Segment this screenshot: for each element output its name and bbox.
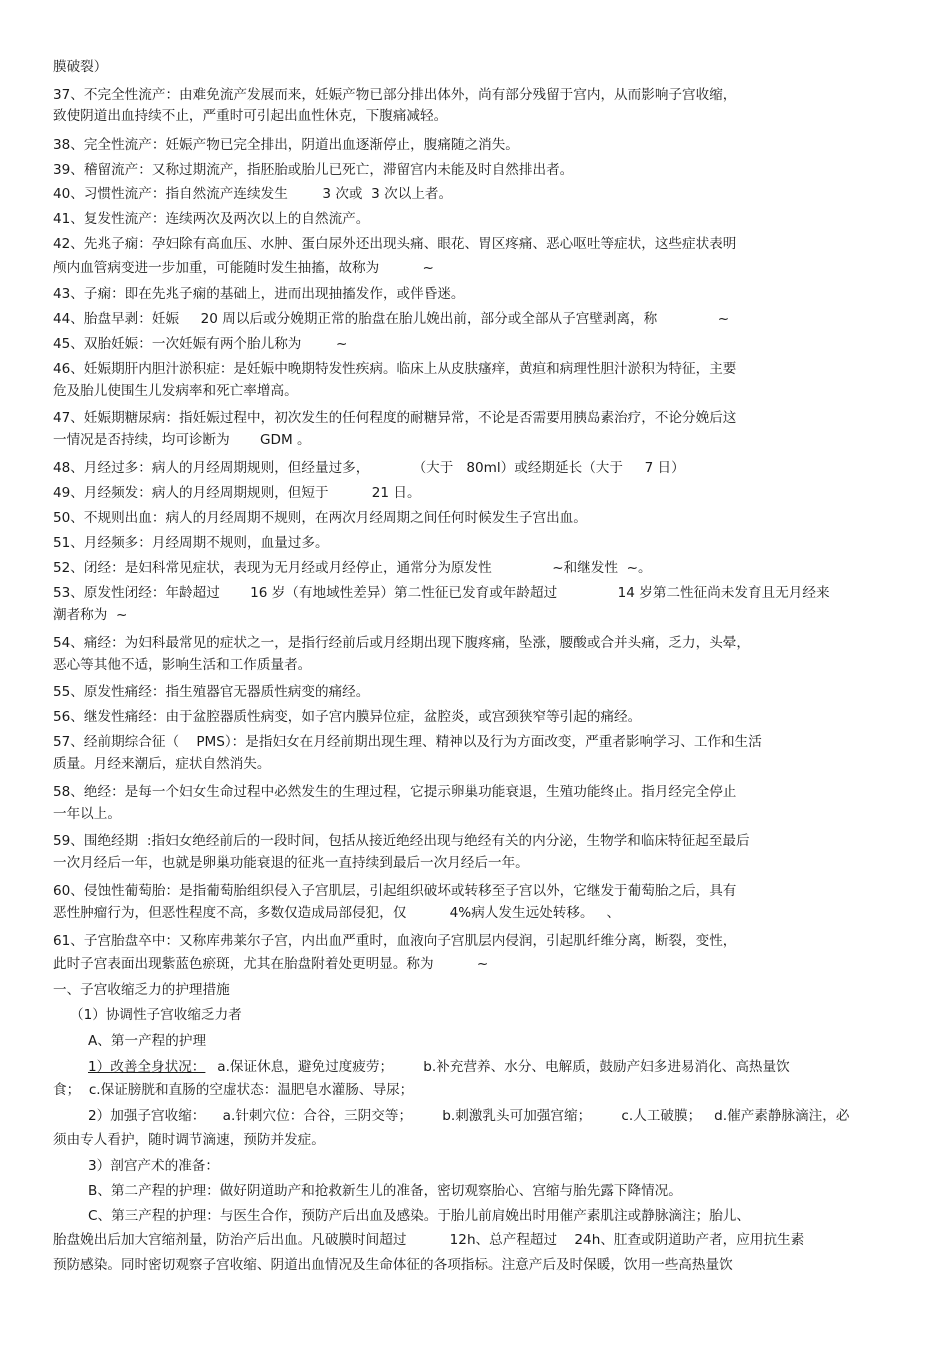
text-line: 61、子宫胎盘卒中：又称库弗莱尔子宫，内出血严重时，血液向子宫肌层内侵润，引起肌纤维分离，断裂，变性， [53, 933, 737, 949]
text-line: C、第三产程的护理：与医生合作，预防产后出血及感染。于胎儿前肩娩出时用催产素肌注或静脉滴注；胎儿、 [88, 1208, 750, 1224]
text-line: 食； c.保证膀胱和直肠的空虚状态：温肥皂水灌肠、导尿； [53, 1082, 414, 1098]
text-line: 50、不规则出血：病人的月经周期不规则，在两次月经周期之间任何时候发生子宫出血。 [53, 510, 587, 526]
text-line: 预防感染。同时密切观察子宫收缩、阴道出血情况及生命体征的各项指标。注意产后及时保暖，饮用一些高热量饮 [53, 1257, 733, 1273]
text-line: 膜破裂） [53, 59, 108, 75]
text-line: 52、闭经：是妇科常见症状，表现为无月经或月经停止，通常分为原发性 ~和继发性 ~。 [53, 560, 652, 576]
text-line: 47、妊娠期糖尿病：指妊娠过程中，初次发生的任何程度的耐糖异常，不论是否需要用胰岛素治疗，不论分娩后这 [53, 410, 737, 426]
text-line: 胎盘娩出后加大宫缩剂量，防治产后出血。凡破膜时间超过 12h、总产程超过 24h、肛查或阴道助产者，应用抗生素 [53, 1232, 805, 1248]
text-line: 3）剖宫产术的准备： [88, 1158, 219, 1174]
text-line: 46、妊娠期肝内胆汁淤积症：是妊娠中晚期特发性疾病。临床上从皮肤瘙痒，黄疸和病理性胆汁淤积为特征，主要 [53, 361, 737, 377]
text-line: 颅内血管病变进一步加重，可能随时发生抽搐，故称为 ~ [53, 260, 434, 276]
text-line: 须由专人看护，随时调节滴速，预防并发症。 [53, 1132, 325, 1148]
text-line: B、第二产程的护理：做好阴道助产和抢救新生儿的准备，密切观察胎心、宫缩与胎先露下降情况。 [88, 1183, 682, 1199]
text-line: 此时子宫表面出现紫蓝色瘀斑，尤其在胎盘附着处更明显。称为 ~ [53, 956, 489, 972]
text-line: 54、痛经：为妇科最常见的症状之一，是指行经前后或月经期出现下腹疼痛，坠涨，腰酸或合并头痛，乏力，头晕， [53, 635, 750, 651]
text-line: 60、侵蚀性葡萄胎：是指葡萄胎组织侵入子宫肌层，引起组织破坏或转移至子宫以外，它继发于葡萄胎之后，具有 [53, 883, 737, 899]
text-line: 致使阴道出血持续不止，严重时可引起出血性休克，下腹痛减轻。 [53, 108, 448, 124]
text-line: 51、月经频多：月经周期不规则，血量过多。 [53, 535, 329, 551]
text-line: 44、胎盘早剥：妊娠 20 周以后或分娩期正常的胎盘在胎儿娩出前，部分或全部从子宫壁剥离，称 ~ [53, 311, 730, 327]
stage-heading: A、第一产程的护理 [88, 1033, 207, 1049]
subsection-heading: （1）协调性子宫收缩乏力者 [70, 1007, 242, 1023]
text-line: 质量。月经来潮后，症状自然消失。 [53, 756, 271, 772]
text-line: 49、月经频发：病人的月经周期规则，但短于 21 日。 [53, 485, 421, 501]
text-line: 59、围绝经期 :指妇女绝经前后的一段时间，包括从接近绝经出现与绝经有关的内分泌，生物学和临床特征起至最后 [53, 833, 750, 849]
text-line: 一情况是否持续，均可诊断为 GDM 。 [53, 432, 311, 448]
text-line: 48、月经过多：病人的月经周期规则，但经量过多， （大于 80ml）或经期延长（大于 7 日） [53, 460, 685, 476]
text-line: 55、原发性痛经：指生殖器官无器质性病变的痛经。 [53, 684, 370, 700]
text-line: 一年以上。 [53, 806, 121, 822]
text-line: 45、双胎妊娠：一次妊娠有两个胎儿称为 ~ [53, 336, 348, 352]
text-line: 56、继发性痛经：由于盆腔器质性病变，如子宫内膜异位症，盆腔炎，或宫颈狭窄等引起的痛经。 [53, 709, 642, 725]
section-heading: 一、子宫收缩乏力的护理措施 [53, 982, 230, 998]
text-line: 40、习惯性流产：指自然流产连续发生 3 次或 3 次以上者。 [53, 186, 453, 202]
text-line: 43、子痫：即在先兆子痫的基础上，进而出现抽搐发作，或伴昏迷。 [53, 286, 465, 302]
text-line: 38、完全性流产：妊娠产物已完全排出，阴道出血逐渐停止，腹痛随之消失。 [53, 137, 519, 153]
text-line: 2）加强子宫收缩： a.针刺穴位：合谷，三阴交等； b.刺激乳头可加强宫缩； c.人工破膜； d.催产素静脉滴注，必 [88, 1108, 850, 1124]
text-line: 53、原发性闭经：年龄超过 16 岁（有地域性差异）第二性征已发育或年龄超过 14 岁第二性征尚未发育且无月经来 [53, 585, 830, 601]
text-line: 一次月经后一年，也就是卵巢功能衰退的征兆一直持续到最后一次月经后一年。 [53, 855, 529, 871]
text-line: 恶性肿瘤行为，但恶性程度不高，多数仅造成局部侵犯，仅 4%病人发生远处转移。 、 [53, 905, 621, 921]
text-line: 37、不完全性流产：由难免流产发展而来，妊娠产物已部分排出体外，尚有部分残留于宫内，从而影响子宫收缩， [53, 87, 737, 103]
text-line: 危及胎儿使围生儿发病率和死亡率增高。 [53, 383, 298, 399]
text-line: 39、稽留流产：又称过期流产，指胚胎或胎儿已死亡，滞留宫内未能及时自然排出者。 [53, 162, 574, 178]
text-line: 41、复发性流产：连续两次及两次以上的自然流产。 [53, 211, 370, 227]
text-line: 42、先兆子痫：孕妇除有高血压、水肿、蛋白尿外还出现头痛、眼花、胃区疼痛、恶心呕吐等症状，这些症状表明 [53, 236, 737, 252]
text-line: 57、经前期综合征（ PMS）：是指妇女在月经前期出现生理、精神以及行为方面改变，严重者影响学习、工作和生活 [53, 734, 762, 750]
text-line: a.保证休息，避免过度疲劳； b.补充营养、水分、电解质，鼓励产妇多进易消化、高热量饮 [200, 1059, 790, 1075]
text-line: 恶心等其他不适，影响生活和工作质量者。 [53, 657, 312, 673]
item-heading: 1）改善全身状况： [88, 1059, 206, 1075]
text-line: 潮者称为 ~ [53, 607, 128, 623]
text-line: 58、绝经：是每一个妇女生命过程中必然发生的生理过程，它提示卵巢功能衰退，生殖功能终止。指月经完全停止 [53, 784, 737, 800]
